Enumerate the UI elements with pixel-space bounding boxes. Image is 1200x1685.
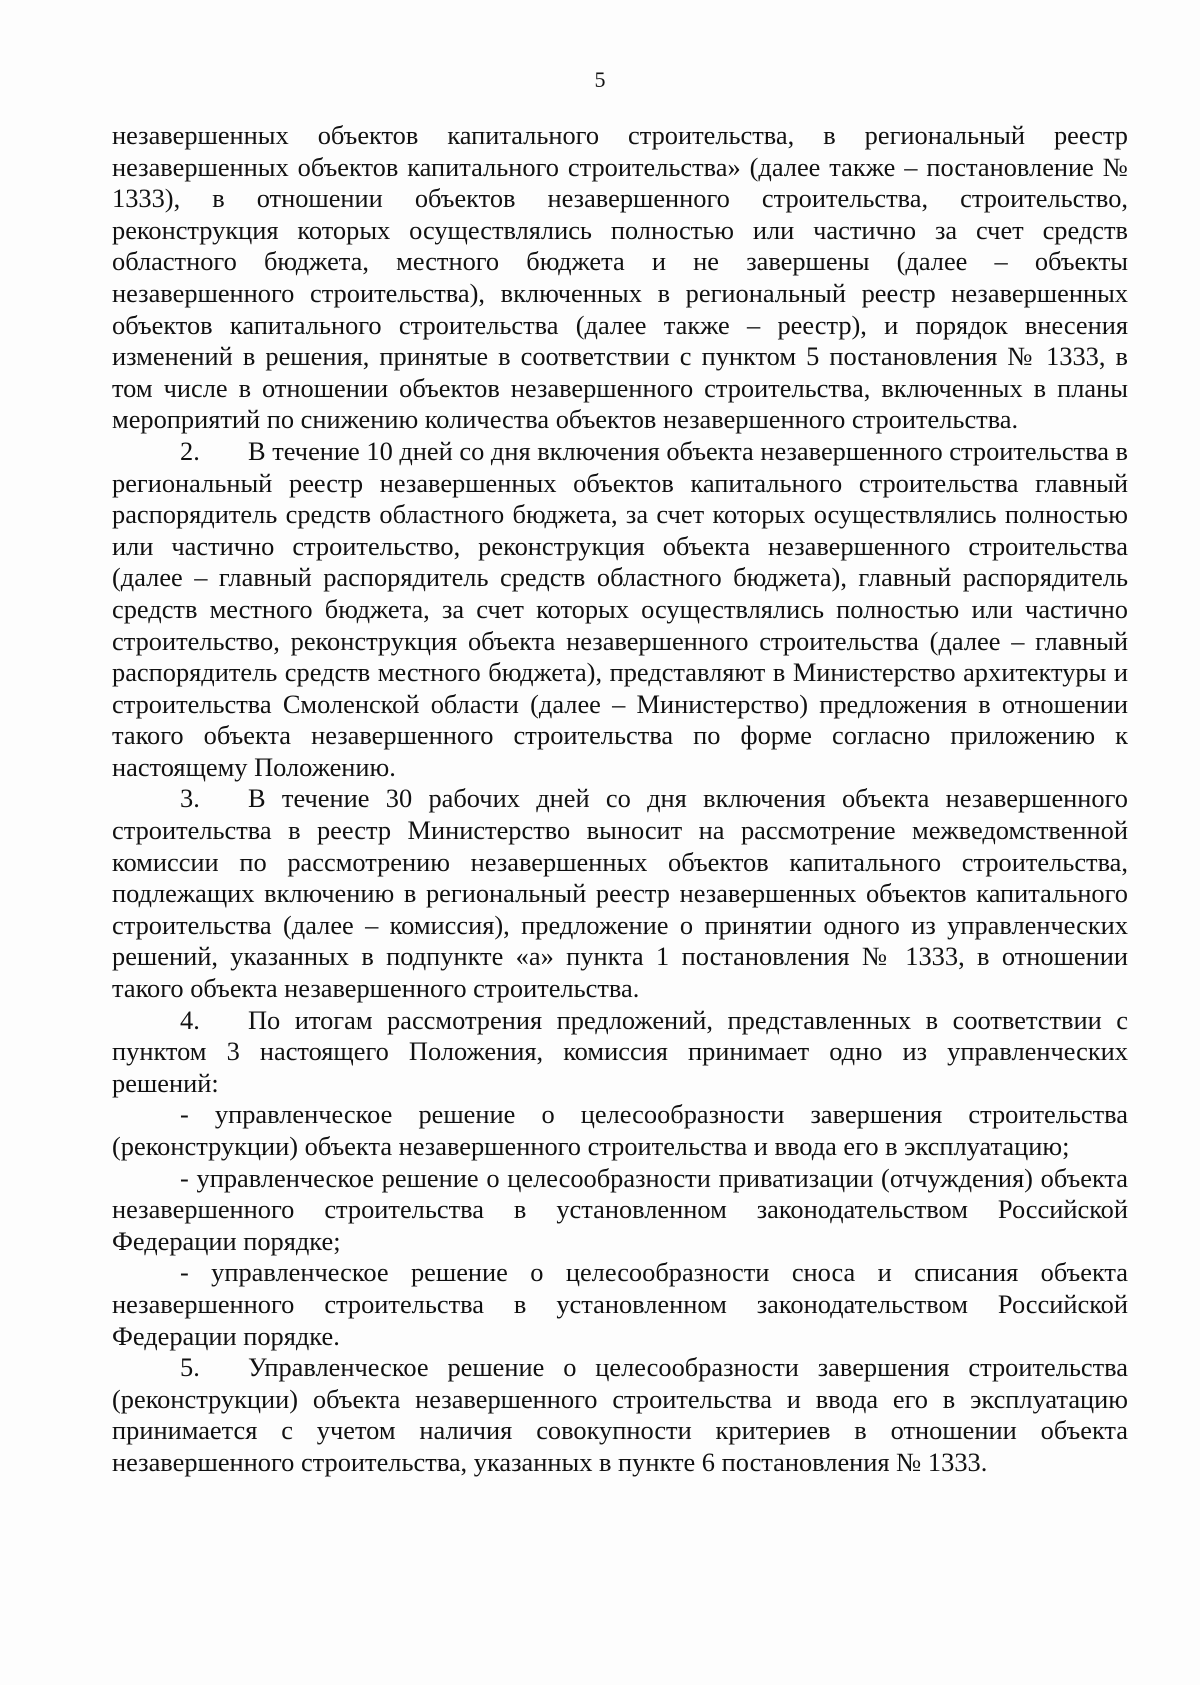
paragraph-text: Управленческое решение о целесообразности завершения строительства (реконструкции) объекта незавершенного строительства и ввода его в эксплуатацию принимается с учетом наличия совокупности критериев в отношении объекта незавершенного строительства, указанных в пункте 6 постановления № 1333. [112, 1352, 1128, 1477]
paragraph-number: 4. [180, 1004, 200, 1035]
paragraph-2 [112, 436, 1128, 784]
bullet-text: - управленческое решение о целесообразности сноса и списания объекта незавершенного строительства в установленном законодательством Российской Федерации порядке. [112, 1257, 1128, 1351]
paragraph-3 [112, 783, 1128, 1004]
paragraph-text: По итогам рассмотрения предложений, представленных в соответствии с пунктом 3 настоящего Положения, комиссия принимает одно из управленческих решений: [112, 1004, 1128, 1098]
bullet-text: - управленческое решение о целесообразности приватизации (отчуждения) объекта незавершенного строительства в установленном законодательством Российской Федерации порядке; [112, 1162, 1128, 1256]
paragraph-5 [112, 1352, 1128, 1478]
page-number: 5 [594, 67, 606, 92]
bullet-item-demolition [112, 1257, 1128, 1352]
bullet-text: - управленческое решение о целесообразности завершения строительства (реконструкции) объекта незавершенного строительства и ввода его в эксплуатацию; [112, 1099, 1128, 1161]
paragraph-4 [112, 1005, 1128, 1100]
paragraph-number: 3. [180, 783, 200, 814]
paragraph-number: 5. [180, 1352, 200, 1383]
paragraph-continuation [112, 120, 1128, 436]
bullet-item-privatization [112, 1163, 1128, 1258]
paragraph-text: незавершенных объектов капитального строительства, в региональный реестр незавершенных объектов капитального строительства» (далее также – постановление № 1333), в отношении объектов незавершенного строительства, строительство, реконструкция которых осуществлялись полностью или частично за счет средств областного бюджета, местного бюджета и не завершены (далее – объекты незавершенного строительства), включенных в региональный реестр незавершенных объектов капитального строительства (далее также – реестр), и порядок внесения изменений в решения, принятые в соответствии с пунктом 5 постановления № 1333, в том числе в отношении объектов незавершенного строительства, включенных в планы мероприятий по снижению количества объектов незавершенного строительства. [112, 120, 1128, 435]
paragraph-text: В течение 30 рабочих дней со дня включения объекта незавершенного строительства в реестр Министерство выносит на рассмотрение межведомственной комиссии по рассмотрению незавершенных объектов капитального строительства, подлежащих включению в региональный реестр незавершенных объектов капитального строительства (далее – комиссия), предложение о принятии одного из управленческих решений, указанных в подпункте «а» пункта 1 постановления № 1333, в отношении такого объекта незавершенного строительства. [112, 783, 1128, 1004]
paragraph-text: В течение 10 дней со дня включения объекта незавершенного строительства в региональный реестр незавершенных объектов капитального строительства главный распорядитель средств областного бюджета, за счет которых осуществлялись полностью или частично строительство, реконструкция объекта незавершенного строительства (далее – главный распорядитель средств областного бюджета), главный распорядитель средств местного бюджета, за счет которых осуществлялись полностью или частично строительство, реконструкция объекта незавершенного строительства (далее – главный распорядитель средств местного бюджета), представляют в Министерство архитектуры и строительства Смоленской области (далее – Министерство) предложения в отношении такого объекта незавершенного строительства по форме согласно приложению к настоящему Положению. [112, 435, 1128, 782]
bullet-item-completion [112, 1099, 1128, 1162]
paragraph-number: 2. [180, 435, 200, 466]
document-body [112, 120, 1128, 1479]
